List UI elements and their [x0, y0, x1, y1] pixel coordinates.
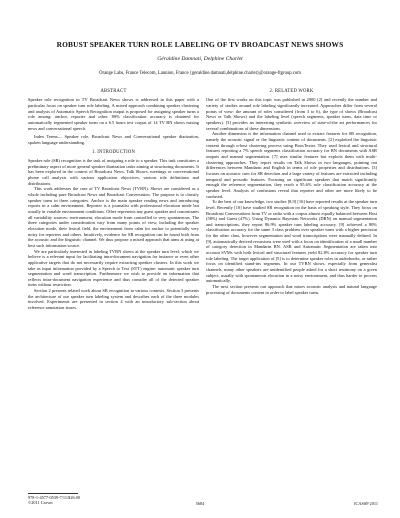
- page-number: 5684: [195, 501, 205, 506]
- paper-affiliation: Orange Labs, France Telecom, Lannion, France {geraldine.damnati,delphine.charlet}@orange-ftgroup.com: [99, 71, 301, 76]
- paper-authors: Géraldine Damnati, Delphine Charlet: [157, 56, 243, 62]
- conference-name: ICASSP 2011: [354, 501, 378, 506]
- paper-title: ROBUST SPEAKER TURN ROLE LABELING OF TV BROADCAST NEWS SHOWS: [56, 40, 344, 49]
- isbn-line: 978-1-4577-0539-7/11/$26.00: [28, 495, 80, 500]
- intro-paragraph-2: This work addresses the case of TV Broadcast News (TVBN). Shows are considered as a whole including pure Broadcast News and Broadcast Conversation. The purpose is to classify speaker turns in three categories. Anchor is the main speaker reading news and introducing reports in a calm environment. Reporter is a journalist with professional elocution mode but usually in variable environment conditions. Other represents any guest speaker and concentrates all variability sources: environment, elocution mode from controlled to very spontaneous. The three categories under consideration vary from many points of view, including the speaker elocution mode, their lexical field, the environment from calm for anchor to potentially very noisy for reporters and others. Intuitively, evidence for SR recognition can be found both from the acoustic and the linguistic channel. We thus propose a mixed approach that aims at using at best such information source.: [28, 186, 199, 248]
- introduction-heading: 1. INTRODUCTION: [91, 149, 136, 155]
- left-column: [28, 89, 199, 311]
- related-paragraph-3: To the best of our knowledge, two studies [8,9] [16] have reported results at the speaker turn level. Recently [10] have studied SR recognition on the basis of speaking style. They focus on Broadcast Conversations from TV or radio with a corpus almost equally balanced between Host (58%) and Guest (47%). Using Dynamic Bayesian Networks (DBN) on manual segmentation and transcriptions, they report 86.9% speaker turn labeling accuracy. [9] achieved a 80% classification accuracy for the same 3 class problem over speaker turns with a higher precision for the other class, however segmentation and word transcriptions were manually defined. In [9], automatically derived recursions were used with a focus on identification of a small number of category detection in Mandarin BN. ASR and Automatic Segmentation are taken into account SVMs with both lexical and structural features yield 82.8% accuracy for speaker turn role labeling. The target application of [5] is to determine speaker roles in audiobooks, or rather focus on identified stand-ins segments. In our TVBN shows, especially from generalist channels, many other speakers are unidentified people asked for a short testimony on a given subject, usually with spontaneous elocution in a noisy environment, and thus harder to process automatically.: [206, 199, 377, 284]
- related-paragraph-2: Another dimension is the information channel used to extract features for SR recognition, namely the acoustic signal or the linguistic content of documents. [2] exploited the linguistic content through n-best clustering process using BoosTexter. They used lexical and structural features reporting a 7% speech segments classification accuracy for BN documents with ASR outputs and manual segmentation. [7] uses similar features but exploits them with multi-clustering approaches. They report results on Talk Shows in two languages, pointing out differences between Mandarin and English in terms of role properties and distributions. [3] focuses on acoustic cues for SR detection and a large variety of features are extracted including temporal and prosodic features. Focusing on significant speakers that match significantly enough the reference segmentation, they reach a 95.6% role classification accuracy at the speaker level. Analysis of confusions reveal that reporter and other are more likely to be confused.: [206, 131, 377, 199]
- abstract-text: Speaker role recognition in TV Broadcast News shows is addressed in this paper with a particular focus on speaker turn role labeling. A mixed approach combining speaker clustering and analysis of Automatic Speech Recognition output is proposed for assigning speaker turns a role among: anchor, reporter and other. 80% classification accuracy is obtained for automatically segmented speaker turns on a 6.5 hours test corpus of 14 TV BN shows mixing news and conversational speech.: [28, 97, 199, 131]
- copyright-line: ©2011 Crown: [28, 500, 53, 506]
- intro-paragraph-4: Section 2 presents related work about SR recognition in various contexts. Section 3 presents the architecture of our speaker turn labeling system and describes each of the three modules involved. Experiments are presented in section 4 with an introductory sub-section about reference annotation issues.: [28, 288, 199, 311]
- related-paragraph-4: The next section presents our approach that mixes acoustic analysis and natural language processing of documents content in order to label speaker turns.: [206, 284, 377, 295]
- intro-paragraph-1: Speaker role (SR) recognition is the task of assigning a role to a speaker. This task constitutes a preliminary aspect of more general speaker diarization tasks aiming at structuring documents. It has been explored in the context of Broadcast News, Talk Shows, meetings or conversational phone call analysis with various application objectives, various role definitions and distributions.: [28, 158, 199, 186]
- related-paragraph-1: One of the first works on this topic was published in 2000 [2] and recently the number and variety of studies around role labeling significantly increased. Approaches differ from several points of view: the amount of roles considered (from 3 to 6), the type of shows (Broadcast News or Talk Shows) and the labeling level (speech segments, speaker turns, data time or speakers). [3] provides an interesting synthetic overview of state-of-the art performances for several combinations of these dimensions.: [206, 97, 377, 131]
- index-terms: Index Terms— Speaker role, Broadcast News and Conversational speaker diarization, spoken language understanding.: [28, 134, 199, 145]
- right-column: [206, 89, 377, 295]
- footnote-rule: [28, 493, 78, 494]
- related-work-heading: 2. RELATED WORK: [269, 89, 314, 94]
- abstract-heading: ABSTRACT: [100, 89, 127, 94]
- intro-paragraph-3: We are particularly interested in labeling TVBN shows at the speaker turn level, which we believe is a relevant input for facilitating intra-document navigation for instance or even other applicative targets that do not necessarily require extracting speaker clusters. In this work we take as input information provided by a Speech to Text (STT) engine: automatic speaker turn segmentation and word transcription. Furthermore we wish to provide an information that reflects intra-document navigation experience and thus consider all of the detected speaker turns without restriction.: [28, 248, 199, 288]
